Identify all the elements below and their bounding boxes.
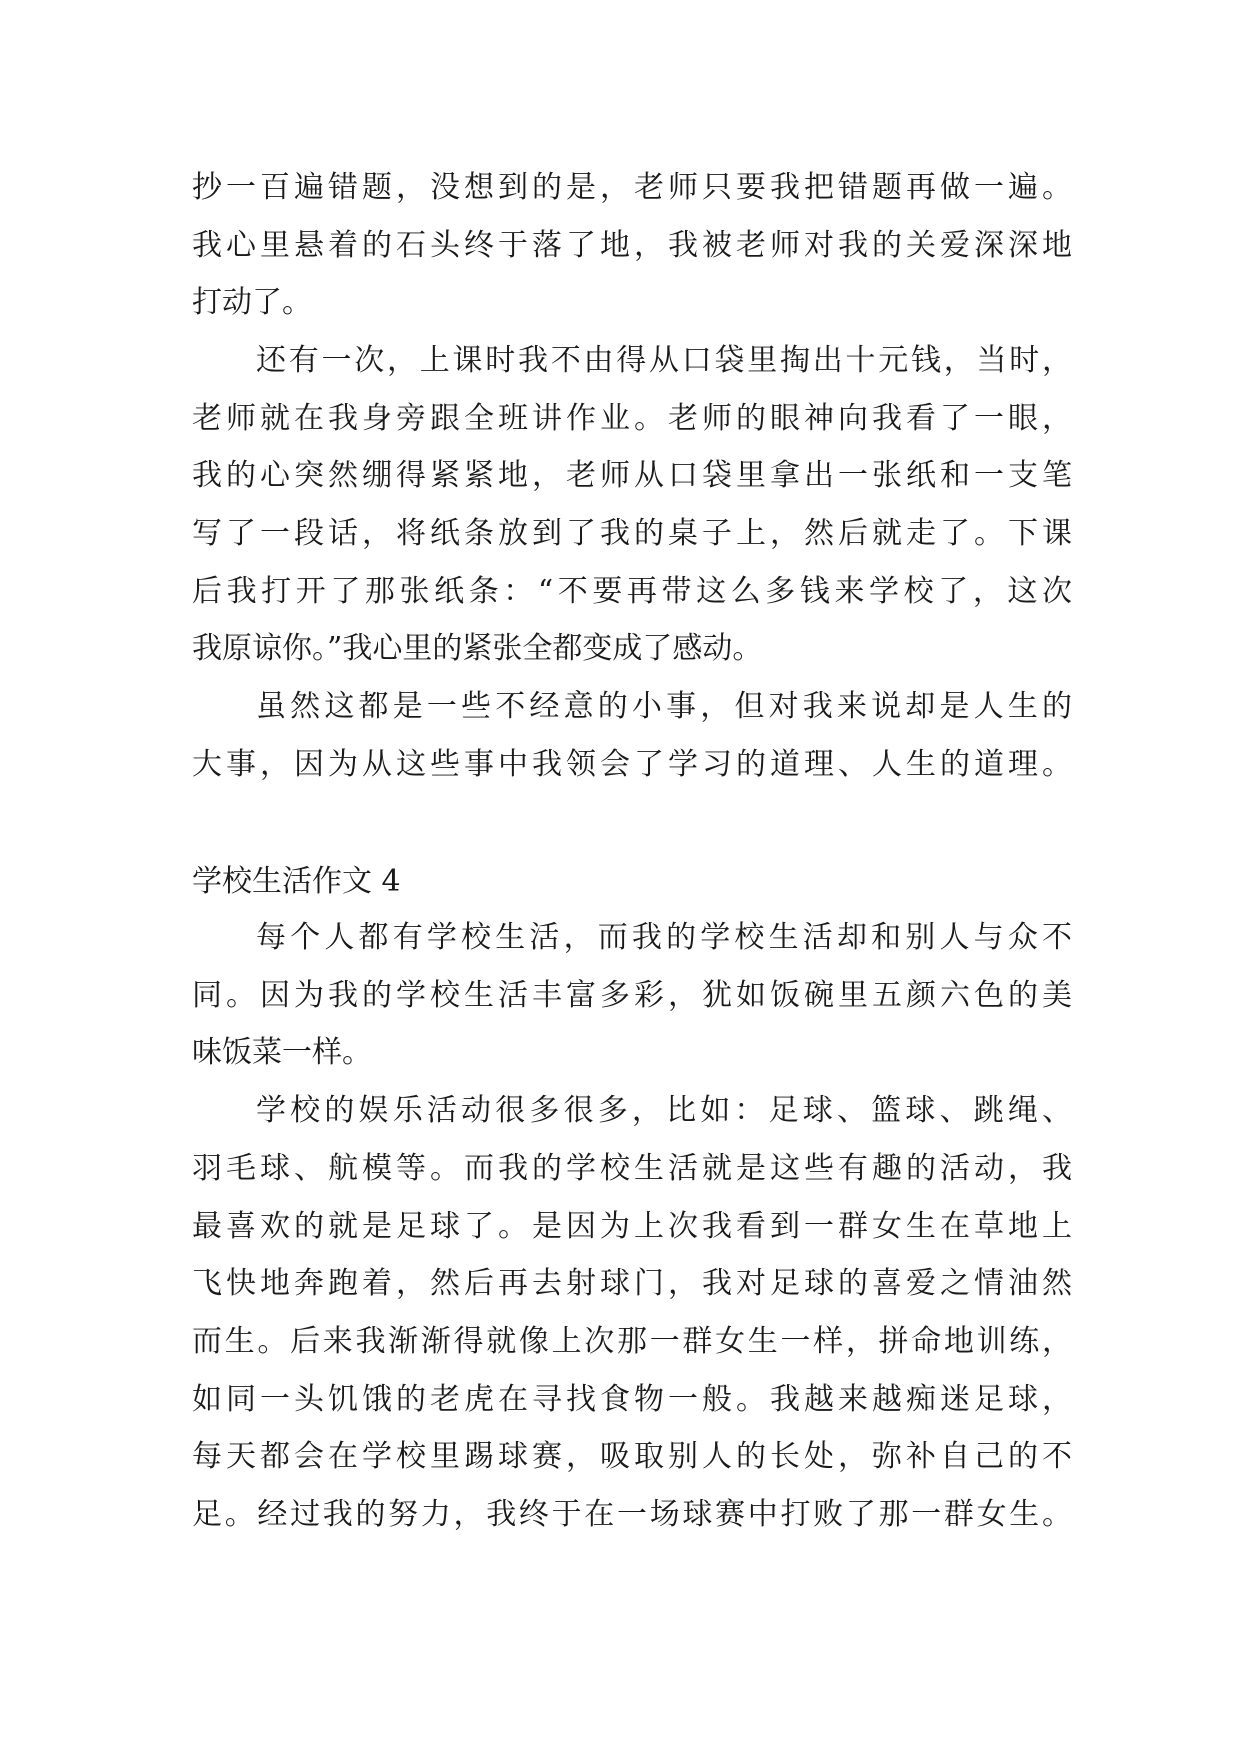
paragraph-line: 抄一百遍错题，没想到的是，老师只要我把错题再做一遍。 — [192, 170, 1072, 205]
paragraph-line: 老师就在我身旁跟全班讲作业。老师的眼神向我看了一眼， — [192, 401, 1072, 436]
paragraph-line: 每个人都有学校生活，而我的学校生活却和别人与众不 — [256, 920, 1072, 955]
paragraph-line: 后我打开了那张纸条：“不要再带这么多钱来学校了，这次 — [192, 574, 1072, 609]
paragraph-line: 虽然这都是一些不经意的小事，但对我来说却是人生的 — [256, 689, 1072, 724]
paragraph-line: 还有一次，上课时我不由得从口袋里掏出十元钱，当时， — [256, 343, 1072, 378]
paragraph-line: 大事，因为从这些事中我领会了学习的道理、人生的道理。 — [192, 747, 1072, 782]
paragraph-line: 飞快地奔跑着，然后再去射球门，我对足球的喜爱之情油然 — [192, 1266, 1072, 1301]
paragraph-line: 打动了。 — [192, 285, 312, 320]
paragraph-line: 我原谅你。”我心里的紧张全都变成了感动。 — [192, 631, 763, 666]
paragraph-line: 同。因为我的学校生活丰富多彩，犹如饭碗里五颜六色的美 — [192, 978, 1072, 1013]
paragraph-line: 学校的娱乐活动很多很多，比如：足球、篮球、跳绳、 — [256, 1093, 1072, 1128]
paragraph-line: 而生。后来我渐渐得就像上次那一群女生一样，拼命地训练， — [192, 1324, 1072, 1359]
paragraph-line: 足。经过我的努力，我终于在一场球赛中打败了那一群女生。 — [192, 1497, 1072, 1532]
section-heading: 学校生活作文 4 — [192, 864, 401, 899]
paragraph-line: 最喜欢的就是足球了。是因为上次我看到一群女生在草地上 — [192, 1209, 1072, 1244]
paragraph-line: 每天都会在学校里踢球赛，吸取别人的长处，弥补自己的不 — [192, 1439, 1072, 1474]
paragraph-line: 羽毛球、航模等。而我的学校生活就是这些有趣的活动，我 — [192, 1151, 1072, 1186]
paragraph-line: 如同一头饥饿的老虎在寻找食物一般。我越来越痴迷足球， — [192, 1382, 1072, 1417]
paragraph-line: 我心里悬着的石头终于落了地，我被老师对我的关爱深深地 — [192, 228, 1072, 263]
paragraph-line: 我的心突然绷得紧紧地，老师从口袋里拿出一张纸和一支笔 — [192, 458, 1072, 493]
paragraph-line: 写了一段话，将纸条放到了我的桌子上，然后就走了。下课 — [192, 516, 1072, 551]
paragraph-line: 味饭菜一样。 — [192, 1035, 372, 1070]
